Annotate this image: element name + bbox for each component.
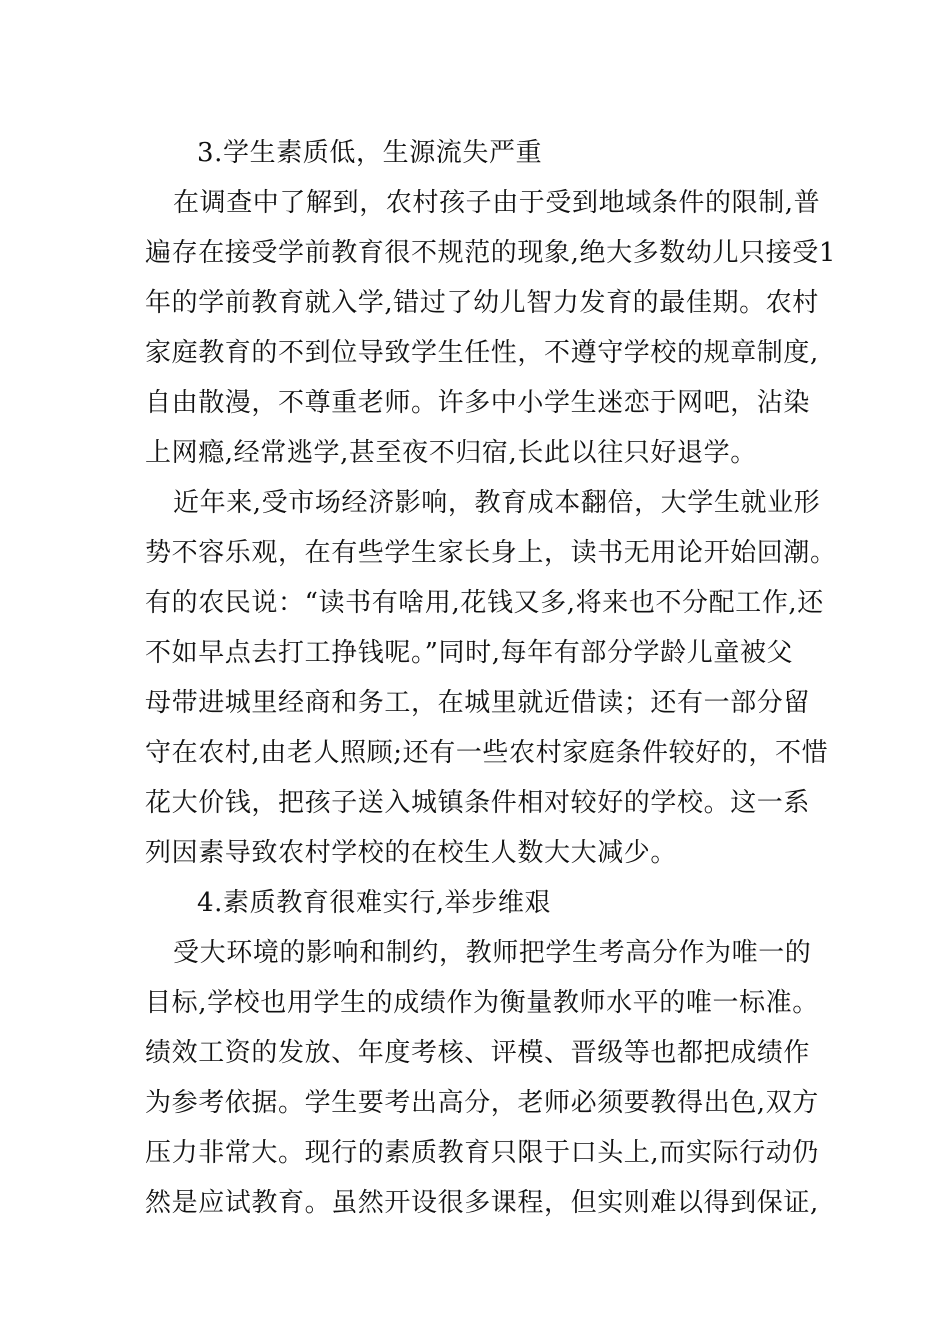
paragraph-line: 近年来,受市场经济影响，教育成本翻倍，大学生就业形	[173, 488, 821, 518]
paragraph-line: 自由散漫，不尊重老师。许多中小学生迷恋于网吧，沾染	[145, 388, 811, 418]
paragraph-line: 列因素导致农村学校的在校生人数大大减少。	[145, 838, 678, 868]
paragraph-line: 年的学前教育就入学,错过了幼儿智力发育的最佳期。农村	[145, 288, 819, 318]
paragraph-line: 压力非常大。现行的素质教育只限于口头上,而实际行动仍	[145, 1138, 819, 1168]
paragraph-line: 花大价钱，把孩子送入城镇条件相对较好的学校。这一系	[145, 788, 811, 818]
paragraph-line: 遍存在接受学前教育很不规范的现象,绝大多数幼儿只接受1	[145, 238, 837, 268]
paragraph-line: 母带进城里经商和务工，在城里就近借读；还有一部分留	[145, 688, 811, 718]
paragraph-line: 上网瘾,经常逃学,甚至夜不归宿,长此以往只好退学。	[145, 438, 757, 468]
paragraph-line: 有的农民说：“读书有啥用,花钱又多,将来也不分配工作,还	[145, 588, 824, 618]
paragraph-line: 守在农村,由老人照顾;还有一些农村家庭条件较好的，不惜	[145, 738, 829, 768]
paragraph-line: 然是应试教育。虽然开设很多课程，但实则难以得到保证,	[145, 1188, 819, 1218]
paragraph-line: 家庭教育的不到位导致学生任性，不遵守学校的规章制度,	[145, 338, 819, 368]
paragraph-line: 绩效工资的发放、年度考核、评模、晋级等也都把成绩作	[145, 1038, 811, 1068]
section-heading-3: 3.学生素质低，生源流失严重	[197, 138, 543, 168]
paragraph-line: 在调查中了解到，农村孩子由于受到地域条件的限制,普	[173, 188, 821, 218]
paragraph-line: 目标,学校也用学生的成绩作为衡量教师水平的唯一标准。	[145, 988, 819, 1018]
paragraph-line: 为参考依据。学生要考出高分，老师必须要教得出色,双方	[145, 1088, 819, 1118]
paragraph-line: 不如早点去打工挣钱呢。”同时,每年有部分学龄儿童被父	[145, 638, 794, 668]
paragraph-line: 受大环境的影响和制约，教师把学生考高分作为唯一的	[173, 938, 812, 968]
paragraph-line: 势不容乐观，在有些学生家长身上，读书无用论开始回潮。	[145, 538, 837, 568]
document-body	[145, 128, 837, 1228]
section-heading-4: 4.素质教育很难实行,举步维艰	[197, 888, 552, 918]
